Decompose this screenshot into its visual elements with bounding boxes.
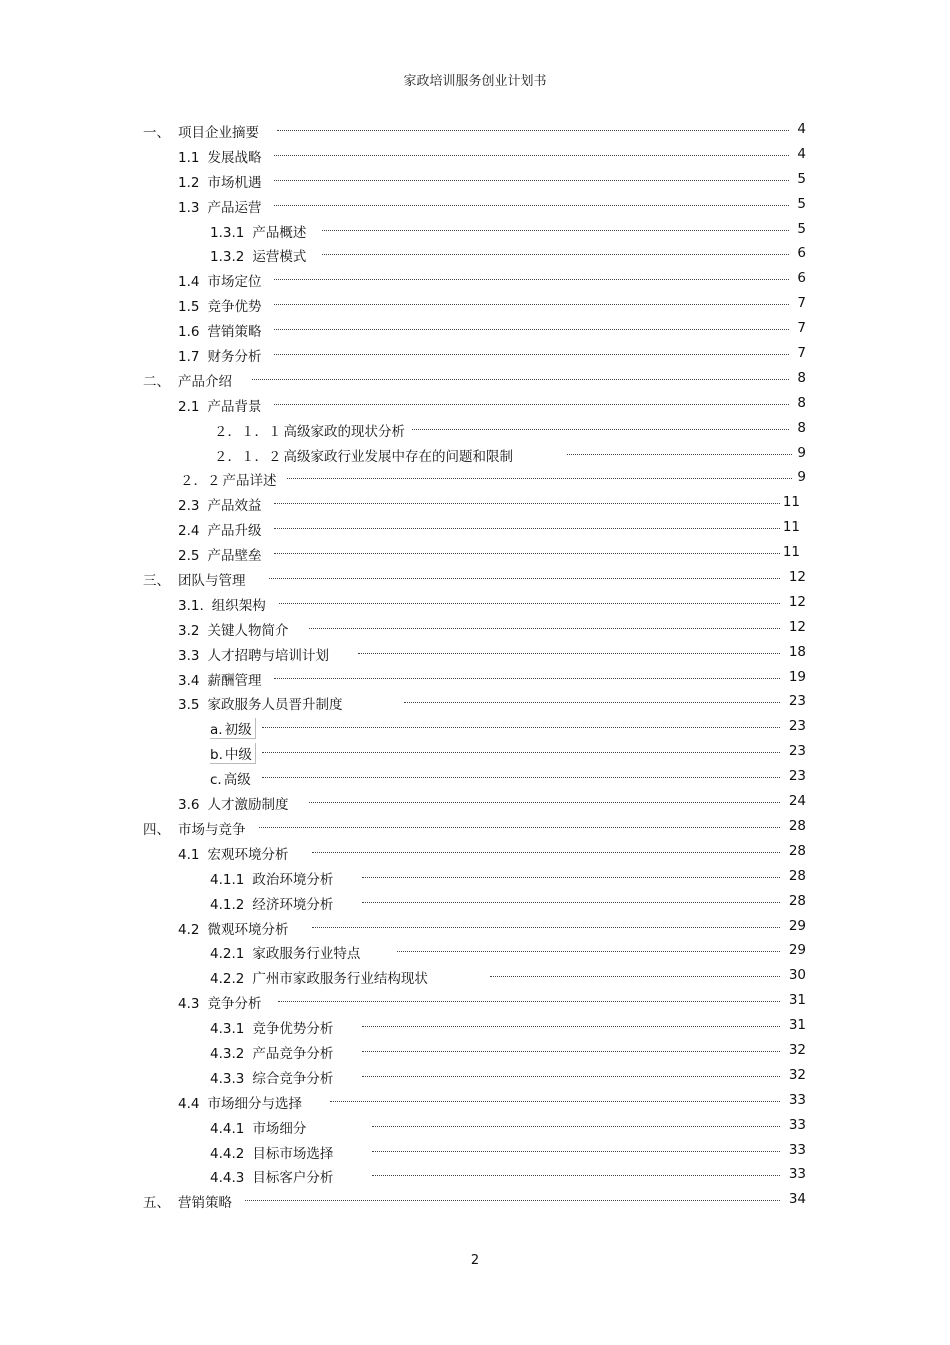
toc-entry-text: 组织架构 <box>211 597 266 614</box>
toc-entry-page: 7 <box>797 320 806 337</box>
toc-entry-page: 5 <box>797 195 806 212</box>
toc-leader-dots <box>412 429 789 430</box>
toc-entry-label <box>210 1117 309 1137</box>
toc-entry-number: 2.4 <box>178 523 200 540</box>
toc-entry-text: 中级 <box>224 747 252 764</box>
toc-entry-label <box>210 245 309 265</box>
toc-entry[interactable] <box>0 1114 950 1139</box>
toc-entry-number: 1.5 <box>178 299 200 316</box>
toc-entry[interactable] <box>0 641 950 666</box>
toc-entry[interactable] <box>0 1163 950 1188</box>
toc-entry-page: 29 <box>788 917 806 934</box>
toc-entry-number: 3.5 <box>178 697 200 714</box>
toc-entry-number: 4.2 <box>178 921 200 938</box>
toc-entry-page: 8 <box>797 369 806 386</box>
toc-entry[interactable] <box>0 1089 950 1114</box>
toc-entry-text: 微观环境分析 <box>207 921 289 938</box>
toc-leader-dots <box>372 1175 780 1176</box>
toc-entry-number: 1.7 <box>178 349 200 366</box>
toc-leader-dots <box>262 727 780 728</box>
toc-leader-dots <box>362 902 780 903</box>
toc-entry-label <box>210 868 336 888</box>
toc-entry-page: 9 <box>797 469 806 486</box>
toc-entry[interactable] <box>0 1139 950 1164</box>
toc-leader-dots <box>358 653 780 654</box>
toc-entry[interactable] <box>0 442 950 467</box>
toc-entry-text: 广州市家政服务行业结构现状 <box>252 971 428 988</box>
toc-entry-page: 28 <box>788 867 806 884</box>
toc-leader-dots <box>330 1101 780 1102</box>
toc-entry[interactable] <box>0 417 950 442</box>
toc-entry-text: 产品升级 <box>207 523 262 540</box>
toc-entry-number: ２．１．１ <box>214 423 282 440</box>
toc-entry-number: 四、 <box>143 821 170 838</box>
toc-entry-label <box>214 420 408 440</box>
toc-entry-page: 24 <box>788 793 806 810</box>
toc-entry-label <box>178 992 264 1012</box>
toc-entry-page: 12 <box>788 593 806 610</box>
toc-leader-dots <box>312 852 780 853</box>
toc-entry-page: 8 <box>797 419 806 436</box>
toc-entry-page: 23 <box>788 743 806 760</box>
toc-entry-number: 五、 <box>143 1195 170 1212</box>
toc-entry[interactable] <box>0 292 950 317</box>
toc-entry-page: 12 <box>788 618 806 635</box>
toc-entry-page: 32 <box>788 1066 806 1083</box>
toc-entry[interactable] <box>0 168 950 193</box>
toc-entry-page: 29 <box>788 942 806 959</box>
toc-entry-text: 营销策略 <box>178 1195 232 1212</box>
toc-entry[interactable] <box>0 392 950 417</box>
toc-entry-page: 9 <box>797 444 806 461</box>
toc-entry-page: 31 <box>788 992 806 1009</box>
toc-entry-page: 23 <box>788 768 806 785</box>
toc-entry[interactable] <box>0 989 950 1014</box>
toc-entry-page: 23 <box>788 718 806 735</box>
toc-entry-page: 11 <box>782 494 800 511</box>
toc-entry-number: 3.3 <box>178 647 200 664</box>
toc-entry[interactable] <box>0 367 950 392</box>
toc-entry-page: 5 <box>797 220 806 237</box>
toc-entry-text: 财务分析 <box>207 349 262 366</box>
toc-leader-dots <box>274 180 789 181</box>
toc-entry-label <box>178 270 264 290</box>
toc-leader-dots <box>274 354 789 355</box>
page-number: 2 <box>470 1253 480 1268</box>
toc-leader-dots <box>362 877 780 878</box>
toc-entry-label <box>210 942 363 962</box>
toc-entry-number: 1.2 <box>178 174 200 191</box>
toc-entry-text: 市场细分与选择 <box>207 1095 302 1112</box>
toc-leader-dots <box>362 1026 780 1027</box>
toc-entry-text: 市场机遇 <box>207 174 262 191</box>
toc-leader-dots <box>322 230 789 231</box>
toc-leader-dots <box>322 254 789 255</box>
toc-entry-number: 4.3.1 <box>210 1021 245 1038</box>
toc-entry-page: 8 <box>797 394 806 411</box>
toc-leader-dots <box>262 752 780 753</box>
toc-entry-page: 19 <box>788 668 806 685</box>
toc-entry-number: ２．１．２ <box>214 448 282 465</box>
toc-leader-dots <box>309 628 780 629</box>
toc-leader-dots <box>274 404 789 405</box>
toc-entry-text: 高级家政行业发展中存在的问题和限制 <box>283 448 513 465</box>
toc-entry-text: 市场定位 <box>207 274 262 291</box>
toc-entry-text: 薪酬管理 <box>207 672 262 689</box>
toc-entry-page: 33 <box>788 1091 806 1108</box>
toc-entry-text: 家政服务行业特点 <box>252 946 361 963</box>
toc-entry-text: 市场细分 <box>252 1120 307 1137</box>
toc-entry-text: 家政服务人员晋升制度 <box>207 697 343 714</box>
toc-entry-text: 运营模式 <box>252 249 307 266</box>
toc-entry[interactable] <box>0 715 950 740</box>
toc-entry-text: 竞争分析 <box>207 996 262 1013</box>
toc-entry-number: ２．２ <box>180 473 221 490</box>
toc-entry-number: 4.3.2 <box>210 1045 245 1062</box>
toc-entry-text: 产品运营 <box>207 199 262 216</box>
toc-entry[interactable] <box>0 666 950 691</box>
toc-entry-label <box>178 146 264 166</box>
toc-entry[interactable] <box>0 790 950 815</box>
toc-entry-number: 3.2 <box>178 622 200 639</box>
toc-entry[interactable] <box>0 1064 950 1089</box>
toc-leader-dots <box>277 130 789 131</box>
toc-leader-dots <box>274 155 789 156</box>
toc-entry-text: 产品竞争分析 <box>252 1045 334 1062</box>
toc-entry-text: 项目企业摘要 <box>178 125 259 141</box>
toc-entry-text: 产品概述 <box>252 224 307 241</box>
toc-entry[interactable] <box>0 915 950 940</box>
toc-entry[interactable] <box>0 541 950 566</box>
toc-entry-page: 33 <box>788 1116 806 1133</box>
toc-entry-label <box>210 1142 336 1162</box>
toc-entry-label <box>178 918 291 938</box>
toc-entry[interactable] <box>0 815 950 840</box>
toc-entry-number: 4.2.1 <box>210 946 245 963</box>
toc-entry-text: 产品效益 <box>207 498 262 515</box>
toc-entry-label <box>178 519 264 539</box>
toc-entry-label <box>210 1067 336 1087</box>
toc-entry[interactable] <box>0 1039 950 1064</box>
toc-entry[interactable] <box>0 267 950 292</box>
toc-entry-number: 1.3.2 <box>210 249 245 266</box>
toc-entry-number: 2.3 <box>178 498 200 515</box>
toc-entry-number: 1.3 <box>178 199 200 216</box>
toc-entry-text: 市场与竞争 <box>178 821 246 838</box>
toc-entry-label <box>143 569 249 589</box>
toc-entry-text: 综合竞争分析 <box>252 1070 334 1087</box>
toc-entry-number: 4.3 <box>178 996 200 1013</box>
toc-entry-number: b. <box>210 747 223 764</box>
toc-entry-page: 23 <box>788 693 806 710</box>
toc-entry-label <box>178 843 291 863</box>
toc-entry-label <box>210 893 336 913</box>
toc-entry-text: 高级家政的现状分析 <box>283 423 405 440</box>
toc-entry-number: 4.1 <box>178 846 200 863</box>
toc-entry-label <box>180 469 280 489</box>
toc-leader-dots <box>274 678 780 679</box>
toc-leader-dots <box>372 1126 780 1127</box>
toc-leader-dots <box>362 1051 780 1052</box>
toc-entry-page: 7 <box>797 295 806 312</box>
toc-entry-page: 11 <box>782 519 800 536</box>
toc-entry-page: 11 <box>782 544 800 561</box>
toc-entry[interactable] <box>0 591 950 616</box>
toc-entry-number: 2.1 <box>178 398 200 415</box>
toc-entry-label <box>178 395 264 415</box>
toc-entry-text: 目标客户分析 <box>252 1170 334 1187</box>
toc-entry[interactable] <box>0 740 950 765</box>
toc-entry-page: 4 <box>797 145 806 162</box>
toc-entry-page: 33 <box>788 1141 806 1158</box>
toc-entry-page: 6 <box>797 245 806 262</box>
toc-entry-text: 产品详述 <box>222 473 277 490</box>
toc-entry-text: 团队与管理 <box>178 573 246 590</box>
toc-entry-number: 4.2.2 <box>210 971 245 988</box>
toc-entry-number: 1.3.1 <box>210 224 245 241</box>
toc-leader-dots <box>274 304 789 305</box>
toc-entry-text: 营销策略 <box>207 324 262 341</box>
toc-entry-text: 经济环境分析 <box>252 896 334 913</box>
toc-entry[interactable] <box>0 143 950 168</box>
toc-entry[interactable] <box>0 865 950 890</box>
toc-leader-dots <box>262 777 780 778</box>
toc-entry-page: 34 <box>788 1191 806 1208</box>
toc-entry-label <box>178 644 332 664</box>
toc-entry-number: 3.1. <box>178 597 204 614</box>
toc-entry[interactable] <box>0 516 950 541</box>
toc-entry-page: 32 <box>788 1041 806 1058</box>
toc-entry[interactable] <box>0 616 950 641</box>
toc-leader-dots <box>490 976 780 977</box>
toc-entry-label <box>178 1092 305 1112</box>
toc-entry[interactable] <box>0 1014 950 1039</box>
toc-leader-dots <box>274 553 780 554</box>
toc-leader-dots <box>269 578 780 579</box>
toc-entry[interactable] <box>0 317 950 342</box>
toc-entry-label <box>178 494 264 514</box>
toc-entry-number: 1.1 <box>178 149 200 166</box>
toc-entry-label <box>178 345 264 365</box>
toc-entry[interactable] <box>0 964 950 989</box>
toc-leader-dots <box>362 1076 780 1077</box>
toc-leader-dots <box>404 702 780 703</box>
toc-entry-number: 3.6 <box>178 797 200 814</box>
toc-entry-label <box>178 196 264 216</box>
toc-entry-text: 政治环境分析 <box>252 871 334 888</box>
toc-leader-dots <box>274 279 789 280</box>
toc-entry-number: 4.1.1 <box>210 871 245 888</box>
toc-entry-label <box>210 1017 336 1037</box>
toc-entry-label <box>178 619 291 639</box>
toc-entry-text: 发展战略 <box>207 149 262 166</box>
toc-entry-label <box>214 445 516 465</box>
toc-entry-number: a. <box>210 722 223 739</box>
toc-entry[interactable] <box>0 342 950 367</box>
toc-leader-dots <box>274 205 789 206</box>
toc-entry[interactable] <box>0 840 950 865</box>
toc-entry-text: 人才招聘与培训计划 <box>207 647 329 664</box>
toc-entry-label <box>178 693 345 713</box>
toc-entry-label <box>143 1191 235 1211</box>
toc-entry-page: 28 <box>788 842 806 859</box>
toc-entry-label <box>210 718 256 739</box>
toc-entry-text: 产品背景 <box>207 398 262 415</box>
toc-entry-label <box>143 121 262 141</box>
toc-entry-number: 一、 <box>143 125 170 141</box>
toc-leader-dots <box>287 478 792 479</box>
toc-entry-page: 7 <box>797 345 806 362</box>
toc-entry-text: 人才激励制度 <box>207 797 289 814</box>
toc-entry-page: 28 <box>788 817 806 834</box>
toc-leader-dots <box>259 827 780 828</box>
toc-entry-page: 12 <box>788 569 806 586</box>
toc-entry[interactable] <box>0 690 950 715</box>
toc-leader-dots <box>274 503 780 504</box>
toc-entry-number: 1.4 <box>178 274 200 291</box>
toc-leader-dots <box>309 802 780 803</box>
toc-entry-label <box>210 1042 336 1062</box>
toc-entry-page: 31 <box>788 1017 806 1034</box>
toc-entry[interactable] <box>0 890 950 915</box>
toc-leader-dots <box>278 1001 780 1002</box>
toc-entry-number: 二、 <box>143 373 170 390</box>
toc-entry-number: 3.4 <box>178 672 200 689</box>
toc-entry-number: 2.5 <box>178 548 200 565</box>
toc-entry-page: 30 <box>788 967 806 984</box>
toc-entry-page: 33 <box>788 1166 806 1183</box>
toc-entry-text: 竞争优势分析 <box>252 1021 334 1038</box>
toc-leader-dots <box>567 454 792 455</box>
toc-leader-dots <box>245 1200 780 1201</box>
toc-leader-dots <box>312 927 780 928</box>
toc-entry[interactable] <box>0 566 950 591</box>
toc-leader-dots <box>372 1151 780 1152</box>
toc-leader-dots <box>252 379 789 380</box>
toc-entry[interactable] <box>0 1188 950 1213</box>
toc-entry-number: 4.1.2 <box>210 896 245 913</box>
toc-entry-label <box>178 669 264 689</box>
toc-entry-text: 高级 <box>223 772 251 789</box>
toc-entry-label <box>143 818 249 838</box>
toc-entry-text: 产品介绍 <box>178 373 232 390</box>
toc-entry-number: 4.4 <box>178 1095 200 1112</box>
toc-entry-page: 4 <box>797 121 806 137</box>
toc-leader-dots <box>279 603 780 604</box>
toc-entry-page: 6 <box>797 270 806 287</box>
toc-entry-page: 18 <box>788 643 806 660</box>
toc-entry[interactable] <box>0 765 950 790</box>
toc-entry[interactable] <box>0 491 950 516</box>
toc-entry-text: 初级 <box>224 722 252 739</box>
toc-entry-number: 1.6 <box>178 324 200 341</box>
toc-entry-label <box>178 544 264 564</box>
toc-entry-page: 5 <box>797 170 806 187</box>
toc-entry-number: 4.4.2 <box>210 1145 245 1162</box>
toc-entry[interactable] <box>0 118 950 143</box>
toc-entry-label <box>178 171 264 191</box>
toc-entry-text: 关键人物简介 <box>207 622 289 639</box>
toc-entry-label <box>178 295 264 315</box>
toc-entry-label <box>178 594 269 614</box>
toc-entry-number: c. <box>210 772 222 789</box>
toc-entry-number: 4.3.3 <box>210 1070 245 1087</box>
toc-entry-label <box>178 320 264 340</box>
toc-entry[interactable] <box>0 242 950 267</box>
toc-entry-label <box>210 743 256 764</box>
toc-entry[interactable] <box>0 218 950 243</box>
toc-leader-dots <box>274 329 789 330</box>
page-header-title: 家政培训服务创业计划书 <box>403 74 547 89</box>
toc-entry[interactable] <box>0 466 950 491</box>
toc-entry-label <box>178 793 291 813</box>
toc-leader-dots <box>274 528 780 529</box>
toc-entry-number: 4.4.1 <box>210 1120 245 1137</box>
toc-entry-label <box>210 967 431 987</box>
toc-entry-text: 目标市场选择 <box>252 1145 334 1162</box>
toc-entry[interactable] <box>0 193 950 218</box>
toc-entry-number: 4.4.3 <box>210 1170 245 1187</box>
toc-entry-page: 28 <box>788 892 806 909</box>
toc-entry-label <box>210 221 309 241</box>
toc-entry-number: 三、 <box>143 573 170 590</box>
toc-entry-text: 宏观环境分析 <box>207 846 289 863</box>
table-of-contents <box>0 118 950 1213</box>
toc-entry-label <box>210 768 254 788</box>
toc-entry[interactable] <box>0 939 950 964</box>
toc-entry-label <box>210 1166 336 1186</box>
toc-entry-text: 竞争优势 <box>207 299 262 316</box>
toc-entry-text: 产品壁垒 <box>207 548 262 565</box>
toc-leader-dots <box>397 951 780 952</box>
toc-entry-label <box>143 370 235 390</box>
